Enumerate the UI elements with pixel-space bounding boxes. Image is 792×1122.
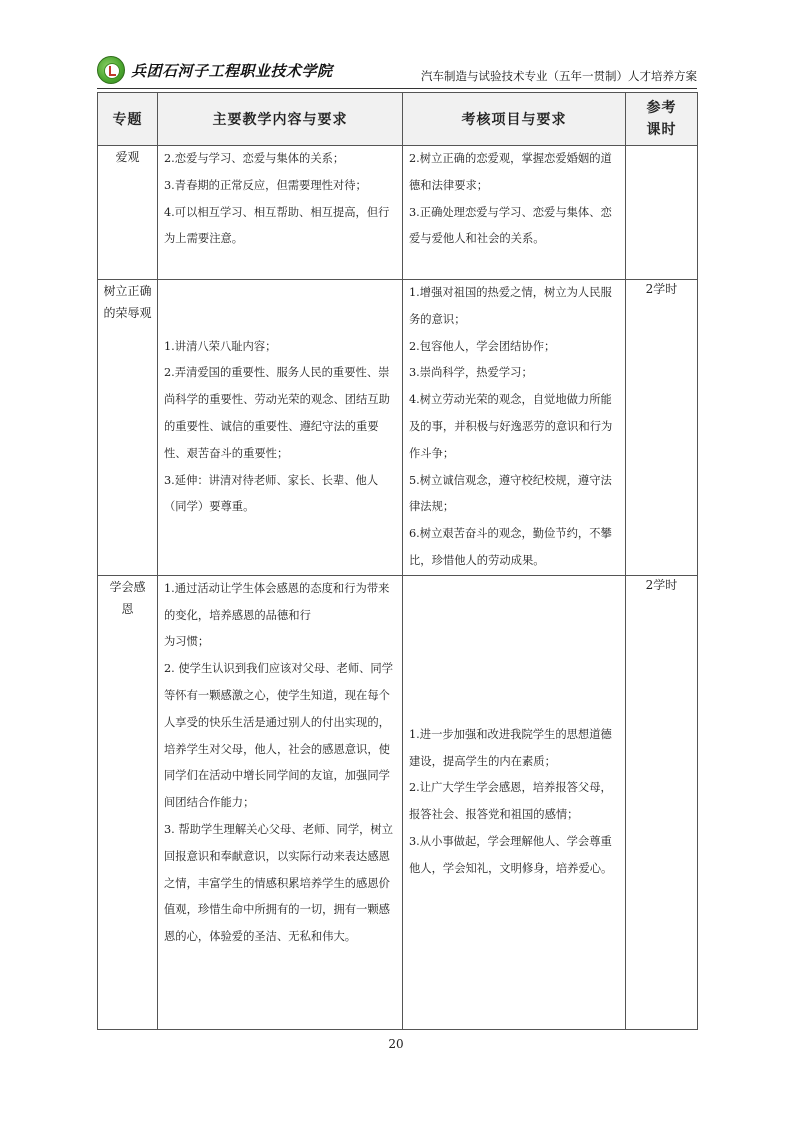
header-assessment: 考核项目与要求 — [403, 93, 626, 146]
assessment-item: 3.从小事做起，学会理解他人、学会尊重他人，学会知礼，文明修身，培养爱心。 — [409, 835, 613, 875]
school-name: 兵团石河子工程职业技术学院 — [131, 61, 333, 80]
assessment-item: 4.树立劳动光荣的观念，自觉地做力所能及的事，并积极与好逸恶劳的意识和行为作斗争； — [409, 393, 613, 460]
content-item: 3.青春期的正常反应，但需要理性对待； — [164, 178, 367, 192]
table-row — [98, 146, 698, 280]
page-number: 20 — [388, 1037, 404, 1051]
topic-text: 学会感恩 — [109, 579, 146, 616]
content-item: 2.恋爱与学习、恋爱与集体的关系； — [164, 152, 345, 165]
content-item: 2. 使学生认识到我们应该对父母、老师、同学等怀有一颗感激之心，使学生知道，现在每个人享受的快乐生活是通过别人的付出实现的，培养学生对父母，他人，社会的感恩意识，使同学们在活动中增长同学间的友谊，加强同学间团结合作能力； — [164, 662, 394, 810]
content-item: 3. 帮助学生理解关心父母、老师、同学，树立回报意识和奉献意识，以实际行动来表达感恩之情，丰富学生的情感积累培养学生的感恩价值观，珍惜生命中所拥有的一切，拥有一颗感恩的心，体验爱的圣洁、无私和伟大。 — [164, 822, 394, 944]
row-topic — [98, 280, 158, 576]
content-item: 3.延伸：讲清对待老师、家长、长辈、他人（同学）要尊重。 — [164, 473, 379, 514]
header-hours-line1: 参考 — [646, 100, 677, 116]
assessment-item: 5.树立诚信观念，遵守校纪校规，遵守法律法规； — [409, 473, 612, 514]
row-content — [158, 280, 403, 576]
curriculum-table — [97, 92, 698, 1030]
content-item: 2.弄清爱国的重要性、服务人民的重要性、崇尚科学的重要性、劳动光荣的观念、团结互助的重要性、诚信的重要性、遵纪守法的重要性、艰苦奋斗的重要性； — [164, 366, 390, 460]
content-item: 1.通过活动让学生体会感恩的态度和行为带来的变化，培养感恩的品德和行 — [164, 581, 390, 622]
topic-text: 爱观 — [115, 150, 140, 164]
row-assessment — [403, 280, 626, 576]
row-hours — [626, 146, 698, 280]
table-row — [98, 280, 698, 576]
header-divider — [97, 88, 697, 89]
assessment-item: 2.包容他人，学会团结协作； — [409, 339, 556, 353]
header-hours — [626, 93, 698, 146]
page-header — [97, 56, 697, 88]
header-hours-line2: 课时 — [646, 122, 677, 138]
content-item: 4.可以相互学习、相互帮助、相互提高，但行为上需要注意。 — [164, 205, 390, 246]
row-hours: 2学时 — [626, 280, 698, 576]
school-logo-block — [97, 56, 333, 84]
school-logo-icon — [97, 56, 125, 84]
row-content — [158, 146, 403, 280]
assessment-item: 6.树立艰苦奋斗的观念，勤俭节约，不攀比，珍惜他人的劳动成果。 — [409, 527, 612, 567]
assessment-item: 3.正确处理恋爱与学习、恋爱与集体、恋爱与爱他人和社会的关系。 — [409, 205, 612, 246]
row-topic — [98, 575, 158, 1029]
header-topic: 专题 — [98, 93, 158, 146]
row-hours: 2学时 — [626, 575, 698, 1029]
table-row — [98, 575, 698, 1029]
assessment-item: 3.崇尚科学，热爱学习； — [409, 366, 533, 380]
assessment-item: 2.树立正确的恋爱观，掌握恋爱婚姻的道德和法律要求； — [409, 152, 612, 192]
row-content — [158, 575, 403, 1029]
content-item: 1.讲清八荣八耻内容； — [164, 339, 277, 353]
content-item: 为习惯； — [164, 635, 210, 649]
row-assessment — [403, 146, 626, 280]
document-title: 汽车制造与试验技术专业（五年一贯制）人才培养方案 — [421, 69, 697, 83]
assessment-item: 1.进一步加强和改进我院学生的思想道德建设，提高学生的内在素质； — [409, 727, 612, 768]
table-header-row — [98, 93, 698, 146]
row-topic — [98, 146, 158, 280]
row-assessment — [403, 575, 626, 1029]
assessment-item: 2.让广大学生学会感恩，培养报答父母，报答社会、报答党和祖国的感情； — [409, 781, 612, 822]
assessment-item: 1.增强对祖国的热爱之情，树立为人民服务的意识； — [409, 286, 612, 326]
topic-text: 树立正确的荣辱观 — [103, 284, 152, 320]
header-content: 主要教学内容与要求 — [158, 93, 403, 146]
